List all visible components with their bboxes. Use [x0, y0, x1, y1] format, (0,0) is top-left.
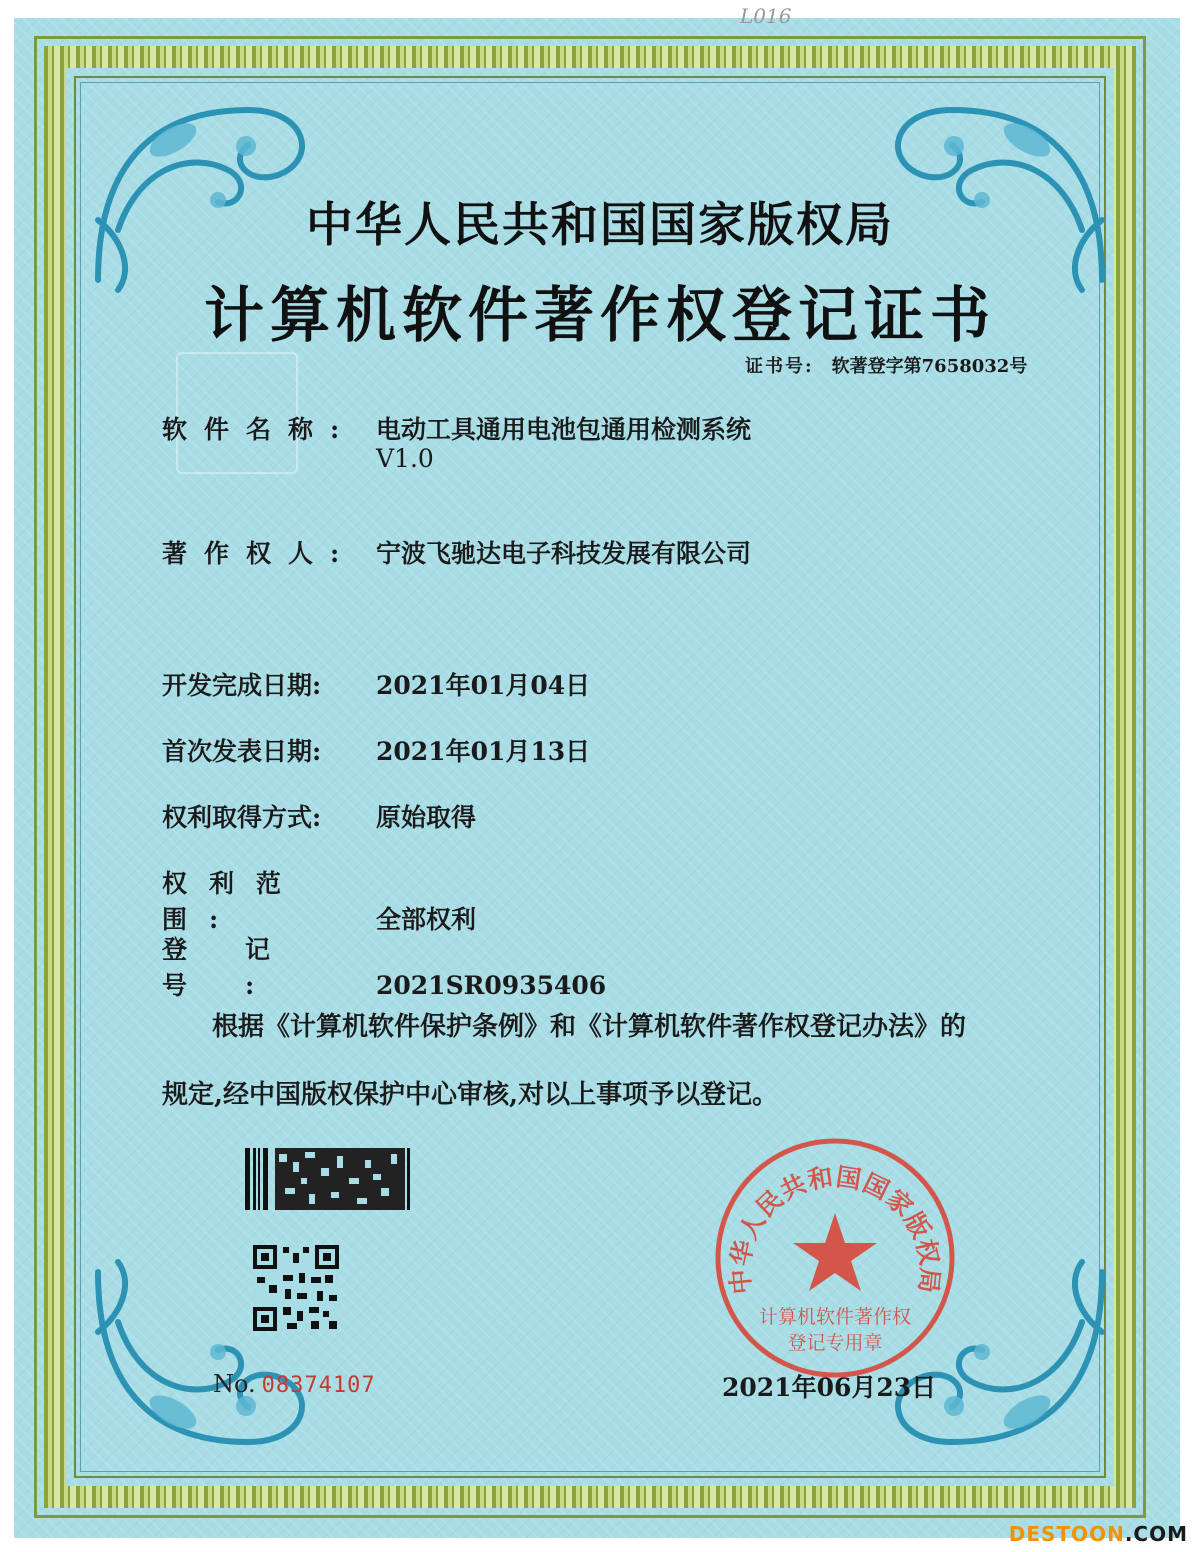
- pencil-mark: L016: [740, 4, 792, 28]
- owner-value: 宁波飞驰达电子科技发展有限公司: [376, 539, 752, 568]
- acquire-row: [162, 798, 476, 834]
- dev-date-value: 2021年01月04日: [376, 671, 591, 700]
- publish-date-row: [162, 732, 590, 768]
- publish-date-value: 2021年01月13日: [376, 737, 591, 766]
- qr-code: [253, 1245, 339, 1331]
- certificate-number-value: 软著登字第7658032号: [831, 356, 1028, 377]
- site-watermark-a: DESTOON: [1008, 1522, 1125, 1546]
- publish-date-label: 首次发表日期:: [162, 737, 322, 766]
- registration-number-value: 2021SR0935406: [376, 971, 607, 1000]
- certificate-title: 计算机软件著作权登记证书: [204, 281, 996, 351]
- certificate-number: [745, 352, 1027, 378]
- scope-row: [162, 864, 476, 936]
- issuing-authority: 中华人民共和国国家版权局: [306, 198, 894, 253]
- seal-inner-line-1: 计算机软件著作权: [758, 1306, 912, 1328]
- serial-number: [213, 1370, 376, 1398]
- issue-date: 2021年06月23日: [722, 1373, 937, 1402]
- registration-number-label: 登记号:: [162, 935, 329, 1000]
- acquire-value: 原始取得: [376, 803, 477, 832]
- software-name-row: [162, 410, 751, 446]
- serial-prefix: No.: [213, 1370, 256, 1398]
- software-name-value: 电动工具通用电池包通用检测系统: [376, 415, 752, 444]
- certificate-number-label: 证书号:: [745, 356, 814, 377]
- star-icon: [793, 1213, 877, 1291]
- owner-label: 著作权人:: [162, 539, 357, 568]
- seal-ring-path: 中华人民共和国国家版权局: [725, 1162, 945, 1296]
- serial-value: 08374107: [261, 1373, 376, 1398]
- official-seal: [712, 1135, 958, 1381]
- software-name-label: 软件名称:: [162, 415, 357, 444]
- dev-date-row: [162, 666, 590, 702]
- barcode: [245, 1148, 413, 1210]
- scope-label: 权利范围:: [162, 869, 304, 934]
- software-version: V1.0: [376, 444, 434, 473]
- statement-line-1: 根据《计算机软件保护条例》和《计算机软件著作权登记办法》的: [212, 1012, 967, 1042]
- site-watermark: [1009, 1522, 1188, 1546]
- site-watermark-b: .COM: [1124, 1522, 1188, 1546]
- registration-number-row: [162, 930, 606, 1002]
- seal-inner-line-2: 登记专用章: [787, 1332, 883, 1354]
- statement-line-2: 规定,经中国版权保护中心审核,对以上事项予以登记。: [162, 1080, 779, 1110]
- owner-row: [162, 534, 751, 570]
- scope-value: 全部权利: [376, 905, 477, 934]
- acquire-label: 权利取得方式:: [162, 803, 322, 832]
- dev-date-label: 开发完成日期:: [162, 671, 322, 700]
